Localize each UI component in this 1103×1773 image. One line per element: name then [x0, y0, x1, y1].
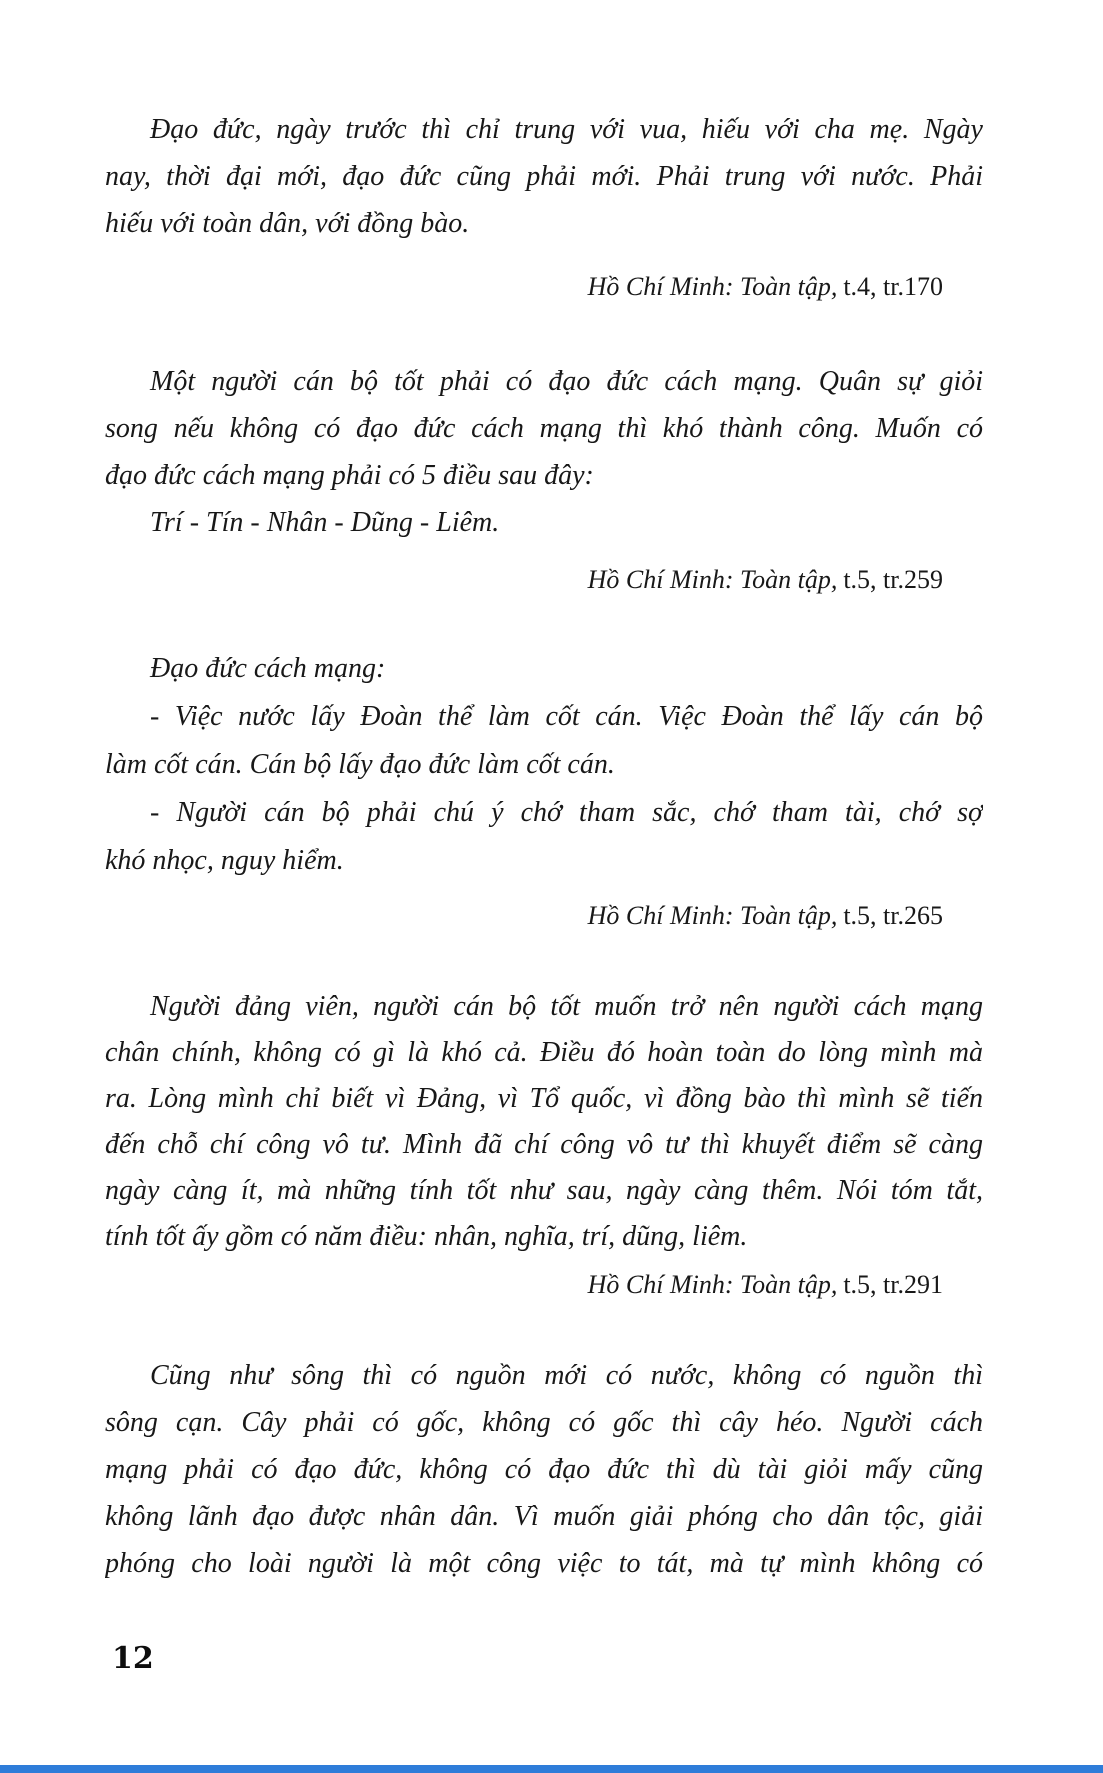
quote-paragraph-5 — [105, 1352, 983, 1587]
quote-line: đạo đức cách mạng phải có 5 điều sau đây: — [105, 460, 594, 491]
citation-source: Hồ Chí Minh: Toàn tập, — [587, 1270, 838, 1299]
quote-line: - Người cán bộ phải chú ý chớ tham sắc, chớ tham tài, chớ sợ — [150, 797, 983, 828]
citation-3 — [105, 899, 983, 933]
quote-line: Đạo đức, ngày trước thì chỉ trung với vua, hiếu với cha mẹ. Ngày — [150, 114, 983, 145]
quote-line: nay, thời đại mới, đạo đức cũng phải mới. Phải trung với nước. Phải — [105, 161, 983, 192]
quote-line: hiếu với toàn dân, với đồng bào. — [105, 208, 470, 239]
quote-line: - Việc nước lấy Đoàn thể làm cốt cán. Việc Đoàn thể lấy cán bộ — [150, 701, 983, 732]
citation-1 — [105, 270, 983, 304]
citation-source: Hồ Chí Minh: Toàn tập, — [587, 565, 838, 594]
quote-paragraph-2 — [105, 358, 983, 546]
quote-line: Đạo đức cách mạng: — [150, 653, 386, 684]
quote-line: Người đảng viên, người cán bộ tốt muốn trở nên người cách mạng — [150, 991, 983, 1022]
bottom-accent-bar — [0, 1765, 1103, 1773]
quote-paragraph-4 — [105, 984, 983, 1260]
quote-line: ra. Lòng mình chỉ biết vì Đảng, vì Tổ quốc, vì đồng bào thì mình sẽ tiến — [105, 1083, 983, 1114]
quote-paragraph-1 — [105, 106, 983, 247]
citation-2 — [105, 563, 983, 597]
citation-source: Hồ Chí Minh: Toàn tập, — [587, 901, 838, 930]
quote-line: sông cạn. Cây phải có gốc, không có gốc thì cây héo. Người cách — [105, 1407, 983, 1438]
quote-line: khó nhọc, nguy hiểm. — [105, 845, 344, 876]
page-number: 12 — [112, 1641, 154, 1676]
quote-line: không lãnh đạo được nhân dân. Vì muốn giải phóng cho dân tộc, giải — [105, 1501, 983, 1532]
quote-line: làm cốt cán. Cán bộ lấy đạo đức làm cốt cán. — [105, 749, 615, 780]
quote-line: Cũng như sông thì có nguồn mới có nước, không có nguồn thì — [150, 1360, 983, 1391]
quote-line: đến chỗ chí công vô tư. Mình đã chí công vô tư thì khuyết điểm sẽ càng — [105, 1129, 983, 1160]
quote-line: tính tốt ấy gồm có năm điều: nhân, nghĩa, trí, dũng, liêm. — [105, 1221, 748, 1252]
citation-4 — [105, 1268, 983, 1302]
quote-line: phóng cho loài người là một công việc to tát, mà tự mình không có — [105, 1548, 983, 1579]
quote-line: Trí - Tín - Nhân - Dũng - Liêm. — [150, 507, 500, 538]
citation-reference: t.5, tr.265 — [843, 901, 943, 930]
quote-paragraph-3 — [105, 645, 983, 885]
quote-line: mạng phải có đạo đức, không có đạo đức thì dù tài giỏi mấy cũng — [105, 1454, 983, 1485]
citation-reference: t.5, tr.291 — [843, 1270, 943, 1299]
quote-line: song nếu không có đạo đức cách mạng thì khó thành công. Muốn có — [105, 413, 983, 444]
citation-source: Hồ Chí Minh: Toàn tập, — [587, 272, 838, 301]
quote-line: ngày càng ít, mà những tính tốt như sau, ngày càng thêm. Nói tóm tắt, — [105, 1175, 983, 1206]
quote-line: chân chính, không có gì là khó cả. Điều đó hoàn toàn do lòng mình mà — [105, 1037, 983, 1068]
citation-reference: t.4, tr.170 — [843, 272, 943, 301]
quote-line: Một người cán bộ tốt phải có đạo đức cách mạng. Quân sự giỏi — [150, 366, 983, 397]
citation-reference: t.5, tr.259 — [843, 565, 943, 594]
